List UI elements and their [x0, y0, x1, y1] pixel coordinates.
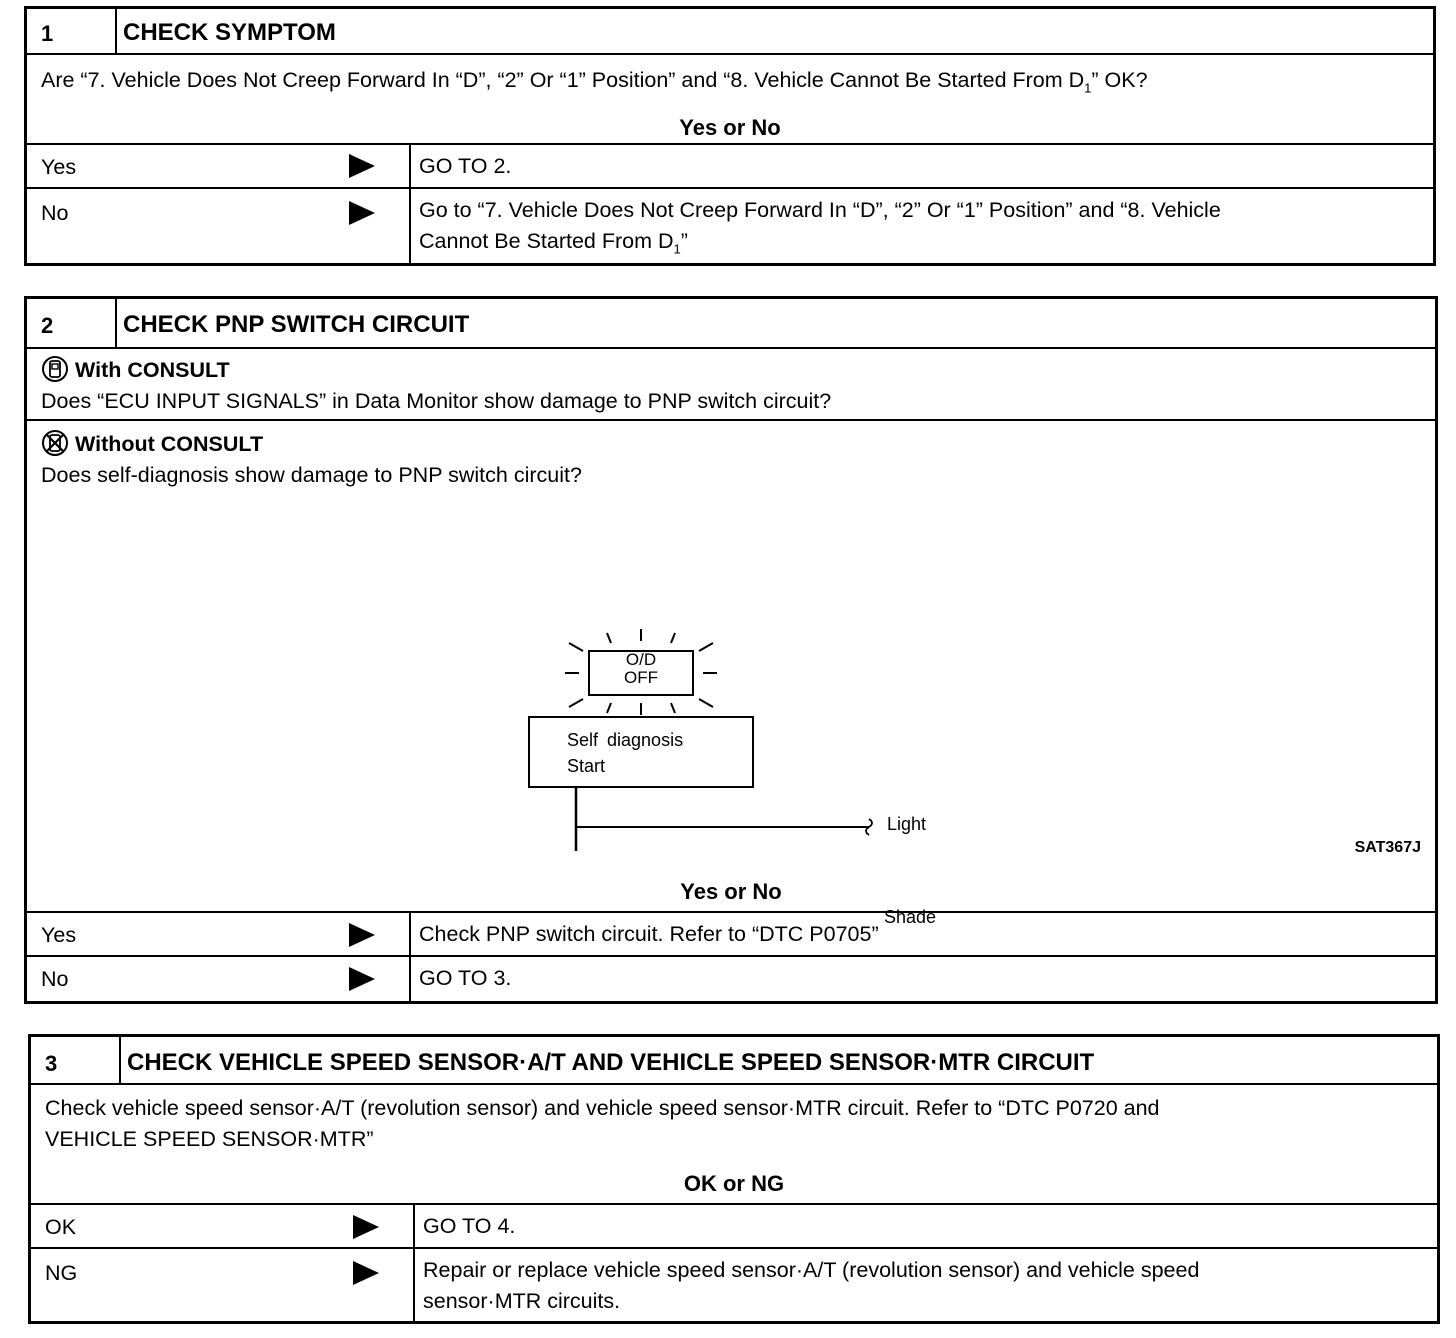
step-number: 3 [31, 1037, 121, 1083]
answer-label: Yes [41, 155, 77, 179]
answer-row-yes [27, 143, 1433, 187]
answer-label: NG [45, 1261, 78, 1285]
answer-row-ok [31, 1203, 1437, 1247]
indicator-label: O/D OFF [624, 650, 658, 687]
result-label: OK or NG [683, 1171, 785, 1196]
step-1-box [24, 6, 1436, 266]
answer-label: OK [45, 1215, 77, 1239]
column-divider [409, 957, 411, 1001]
answer-action: Check PNP switch circuit. Refer to “DTC P0705” [419, 922, 879, 946]
with-consult-block [41, 355, 831, 417]
step-1-header [27, 9, 1433, 53]
with-consult-question: Does “ECU INPUT SIGNALS” in Data Monitor show damage to PNP switch circuit? [41, 389, 832, 413]
answer-label: No [41, 201, 69, 225]
answer-action: Repair or replace vehicle speed sensor·A/T (revolution sensor) and vehicle speed sensor·MTR circuits. [423, 1258, 1200, 1313]
result-label: Yes or No [679, 115, 781, 140]
with-consult-heading: With CONSULT [75, 358, 230, 382]
no-consult-icon [41, 429, 69, 457]
arrow-right-icon [349, 201, 375, 225]
step-3-question-row [31, 1083, 1437, 1203]
column-divider [409, 189, 411, 263]
figure-drawing [507, 521, 987, 851]
answer-action: Go to “7. Vehicle Does Not Creep Forward In “D”, “2” Or “1” Position” and “8. Vehicle Cannot Be Started From $D_1$” [419, 198, 1221, 257]
self-diagnosis-start-label: Self diagnosis Start [567, 730, 684, 776]
step-2-header [27, 299, 1435, 347]
arrow-right-icon [349, 967, 375, 991]
step-3-header [31, 1037, 1437, 1083]
answer-label: Yes [41, 923, 77, 947]
answer-action: GO TO 4. [423, 1214, 516, 1238]
without-consult-block [41, 429, 582, 491]
arrow-right-icon [353, 1261, 379, 1285]
step-question: Check vehicle speed sensor·A/T (revolution sensor) and vehicle speed sensor·MTR circuit. Refer to “DTC P0720 and VEHICLE SPEED SENSOR·MTR” [45, 1096, 1160, 1151]
consult-monitor-icon [41, 355, 69, 383]
light-label: Light [887, 814, 927, 834]
without-consult-question: Does self-diagnosis show damage to PNP switch circuit? [41, 463, 582, 487]
column-divider [413, 1249, 415, 1321]
without-consult-row [27, 419, 1435, 927]
step-2-box [24, 296, 1438, 1004]
step-title: CHECK VEHICLE SPEED SENSOR·A/T AND VEHICLE SPEED SENSOR·MTR CIRCUIT [127, 1049, 1095, 1076]
answer-row-no [27, 187, 1433, 263]
answer-label: No [41, 967, 69, 991]
step-3-box [28, 1034, 1440, 1324]
answer-row-no [27, 955, 1435, 1001]
result-label: Yes or No [680, 879, 782, 904]
answer-action: GO TO 2. [419, 154, 512, 178]
step-title: CHECK SYMPTOM [123, 19, 336, 46]
step-1-question-row [27, 53, 1433, 143]
column-divider [413, 1205, 415, 1247]
arrow-right-icon [353, 1215, 379, 1239]
arrow-right-icon [349, 154, 375, 178]
answer-action: GO TO 3. [419, 966, 512, 990]
without-consult-heading: Without CONSULT [75, 432, 264, 456]
column-divider [409, 145, 411, 187]
with-consult-row [27, 347, 1435, 419]
step-number: 2 [27, 299, 117, 347]
figure-code: SAT367J [1354, 839, 1421, 856]
shade-label: Shade [884, 907, 937, 927]
column-divider [409, 913, 411, 955]
answer-row-yes [27, 911, 1435, 955]
step-title: CHECK PNP SWITCH CIRCUIT [123, 311, 470, 338]
answer-row-ng [31, 1247, 1437, 1321]
step-question: Are “7. Vehicle Does Not Creep Forward In “D”, “2” Or “1” Position” and “8. Vehicle Cannot Be Started From $D_1$” OK? [41, 68, 1148, 96]
arrow-right-icon [349, 923, 375, 947]
step-number: 1 [27, 9, 117, 53]
